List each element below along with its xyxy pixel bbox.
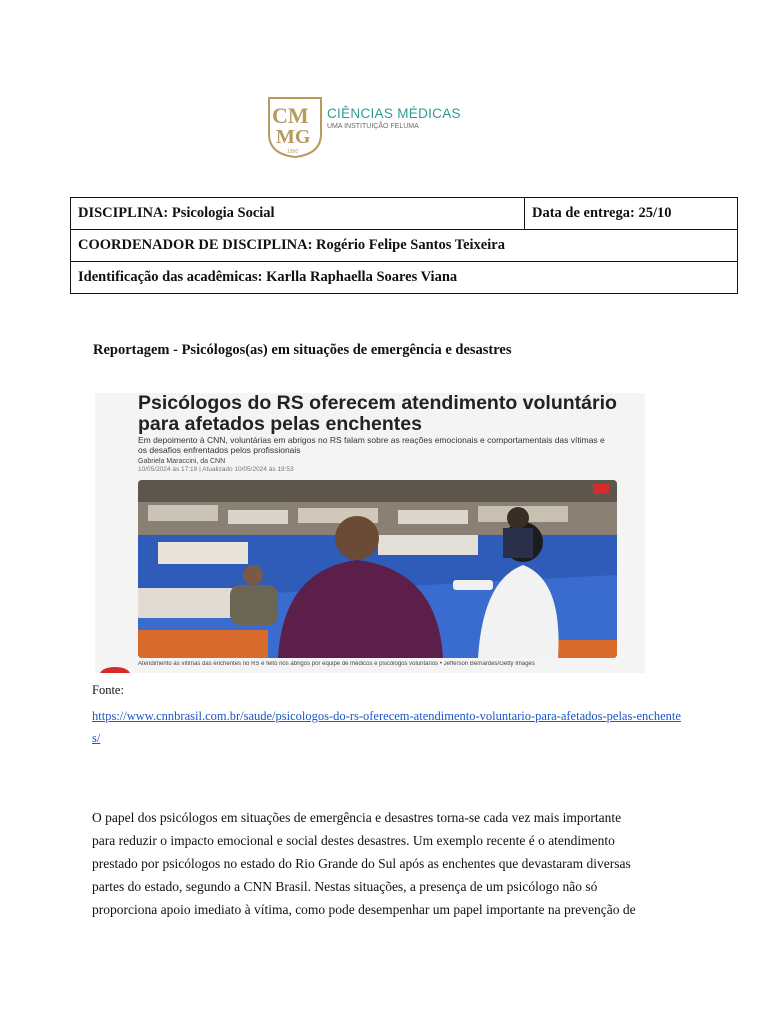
news-photo-caption: Atendimento às vítimas das enchentes no RS é feito nos abrigos por equipe de médicos e psicólogos voluntários • Jefferson Bernardes/Getty Images: [138, 661, 535, 667]
due-date-cell: Data de entrega: 25/10: [525, 198, 738, 230]
report-title: Reportagem - Psicólogos(as) em situações de emergência e desastres: [93, 342, 512, 358]
cnn-logo-icon: [100, 667, 130, 673]
discipline-cell: DISCIPLINA: Psicologia Social: [71, 198, 525, 230]
table-row: [71, 262, 738, 294]
body-line: proporciona apoio imediato à vítima, como pode desempenhar um papel importante na prevenção de: [92, 902, 636, 917]
body-line: para reduzir o impacto emocional e social destes desastres. Um exemplo recente é o atendimento: [92, 833, 615, 848]
body-line: prestado por psicólogos no estado do Rio Grande do Sul após as enchentes que devastaram diversas: [92, 856, 631, 871]
news-byline: Gabriela Maraccini, da CNN: [138, 458, 226, 465]
body-line: partes do estado, segundo a CNN Brasil. Nestas situações, a presença de um psicólogo não só: [92, 879, 598, 894]
svg-text:1950: 1950: [287, 149, 299, 155]
news-article-screenshot: [95, 393, 645, 673]
brand-name: CIÊNCIAS MÉDICAS: [327, 106, 461, 121]
source-label: Fonte:: [92, 683, 124, 697]
svg-text:MG: MG: [276, 126, 311, 148]
cmmg-logo: [267, 96, 487, 162]
news-headline: Psicólogos do RS oferecem atendimento voluntário para afetados pelas enchentes: [138, 393, 617, 435]
shelter-scene-image: [138, 480, 617, 658]
table-row: [71, 230, 738, 262]
coordinator-cell: COORDENADOR DE DISCIPLINA: Rogério Felipe Santos Teixeira: [71, 230, 738, 262]
body-line: O papel dos psicólogos em situações de emergência e desastres torna-se cada vez mais importante: [92, 810, 622, 825]
news-photo: [138, 480, 617, 658]
source-link[interactable]: https://www.cnnbrasil.com.br/saude/psicologos-do-rs-oferecem-atendimento-voluntario-para-afetados-pelas-enchentes/: [92, 709, 681, 745]
brand-tagline: UMA INSTITUIÇÃO FELUMA: [327, 123, 419, 130]
svg-text:CM: CM: [272, 103, 309, 128]
cmmg-monogram-icon: [267, 96, 323, 158]
students-cell: Identificação das acadêmicas: Karlla Raphaella Soares Viana: [71, 262, 738, 294]
course-info-table: [70, 197, 738, 294]
body-paragraph: [92, 806, 672, 921]
news-lead: Em depoimento à CNN, voluntárias em abrigos no RS falam sobre as reações emocionais e comportamentais das vítimas e os desafios enfrentados pelos profissionais: [138, 435, 605, 455]
table-row: [71, 198, 738, 230]
news-dateline: 10/05/2024 às 17:19 | Atualizado 10/05/2024 às 19:53: [138, 466, 294, 473]
